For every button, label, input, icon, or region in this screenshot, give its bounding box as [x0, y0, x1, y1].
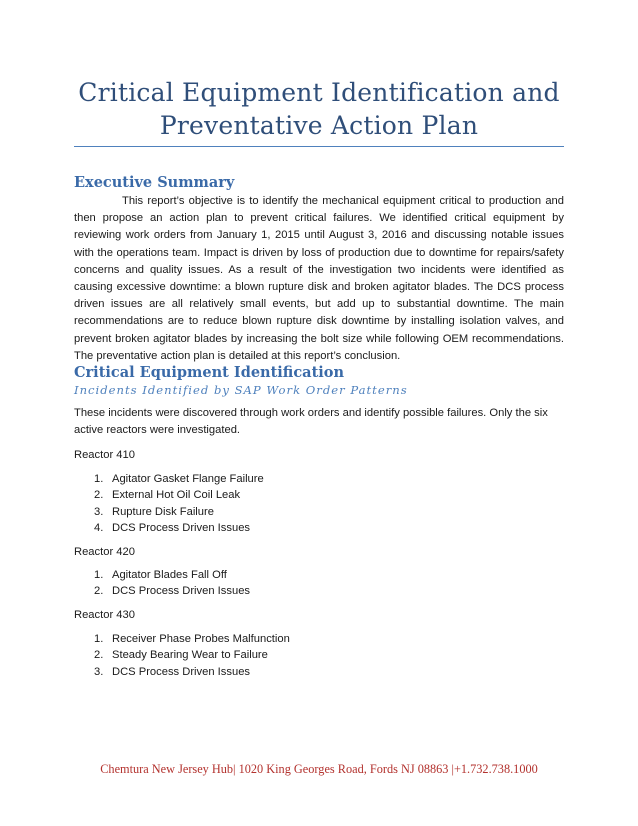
- title-divider: [74, 146, 564, 147]
- executive-summary-heading: Executive Summary: [74, 174, 235, 191]
- list-item: 3. Rupture Disk Failure: [94, 505, 214, 518]
- critical-equipment-heading: Critical Equipment Identification: [74, 364, 344, 381]
- list-item: 2. Steady Bearing Wear to Failure: [94, 649, 268, 662]
- title-line-2: Preventative Action Plan: [159, 111, 479, 140]
- reactor-410-list: [74, 471, 264, 536]
- reactor-430-list: [74, 631, 290, 680]
- list-item: 4. DCS Process Driven Issues: [94, 521, 251, 534]
- reactor-430-label: Reactor 430: [74, 609, 135, 621]
- list-item: 2. External Hot Oil Coil Leak: [94, 489, 241, 502]
- title-line-1: Critical Equipment Identification and: [78, 78, 560, 107]
- list-item: 1. Receiver Phase Probes Malfunction: [94, 633, 290, 645]
- list-item: 3. DCS Process Driven Issues: [94, 665, 251, 678]
- reactor-420-label: Reactor 420: [74, 546, 135, 558]
- list-item: 2. DCS Process Driven Issues: [94, 585, 251, 598]
- reactor-420-list: [74, 567, 250, 600]
- intro-paragraph: These incidents were discovered through work orders and identify possible failures. Only the six active reactors were investigated.: [74, 407, 548, 437]
- document-title: [40, 76, 598, 142]
- footer-address: Chemtura New Jersey Hub| 1020 King Georges Road, Fords NJ 08863 |+1.732.738.1000: [100, 762, 538, 776]
- reactor-410-label: Reactor 410: [74, 449, 135, 461]
- list-item: 1. Agitator Blades Fall Off: [94, 569, 227, 581]
- list-item: 1. Agitator Gasket Flange Failure: [94, 473, 264, 485]
- executive-summary-text: This report’s objective is to identify the mechanical equipment critical to production and then propose an action plan to prevent critical failures. We identified critical equipment by reviewing work orders from January 1, 2015 until August 3, 2016 and discussing notable issues with the operations team. Impact is driven by loss of production due to downtime for repairs/safety concerns and quality issues. As a result of the investigation two incidents were identified as causing excessive downtime: a blown rupture disk and broken agitator blades. The DCS process driven issues are all relatively small events, but add up to substantial downtime. The main recommendations are to reduce blown rupture disk downtime by installing isolation valves, and prevent broken agitator blades by increasing the bolt size while following OEM recommendations. The preventative action plan is detailed at this report’s conclusion.: [74, 195, 564, 362]
- incidents-subheading: Incidents Identified by SAP Work Order Patterns: [74, 383, 408, 397]
